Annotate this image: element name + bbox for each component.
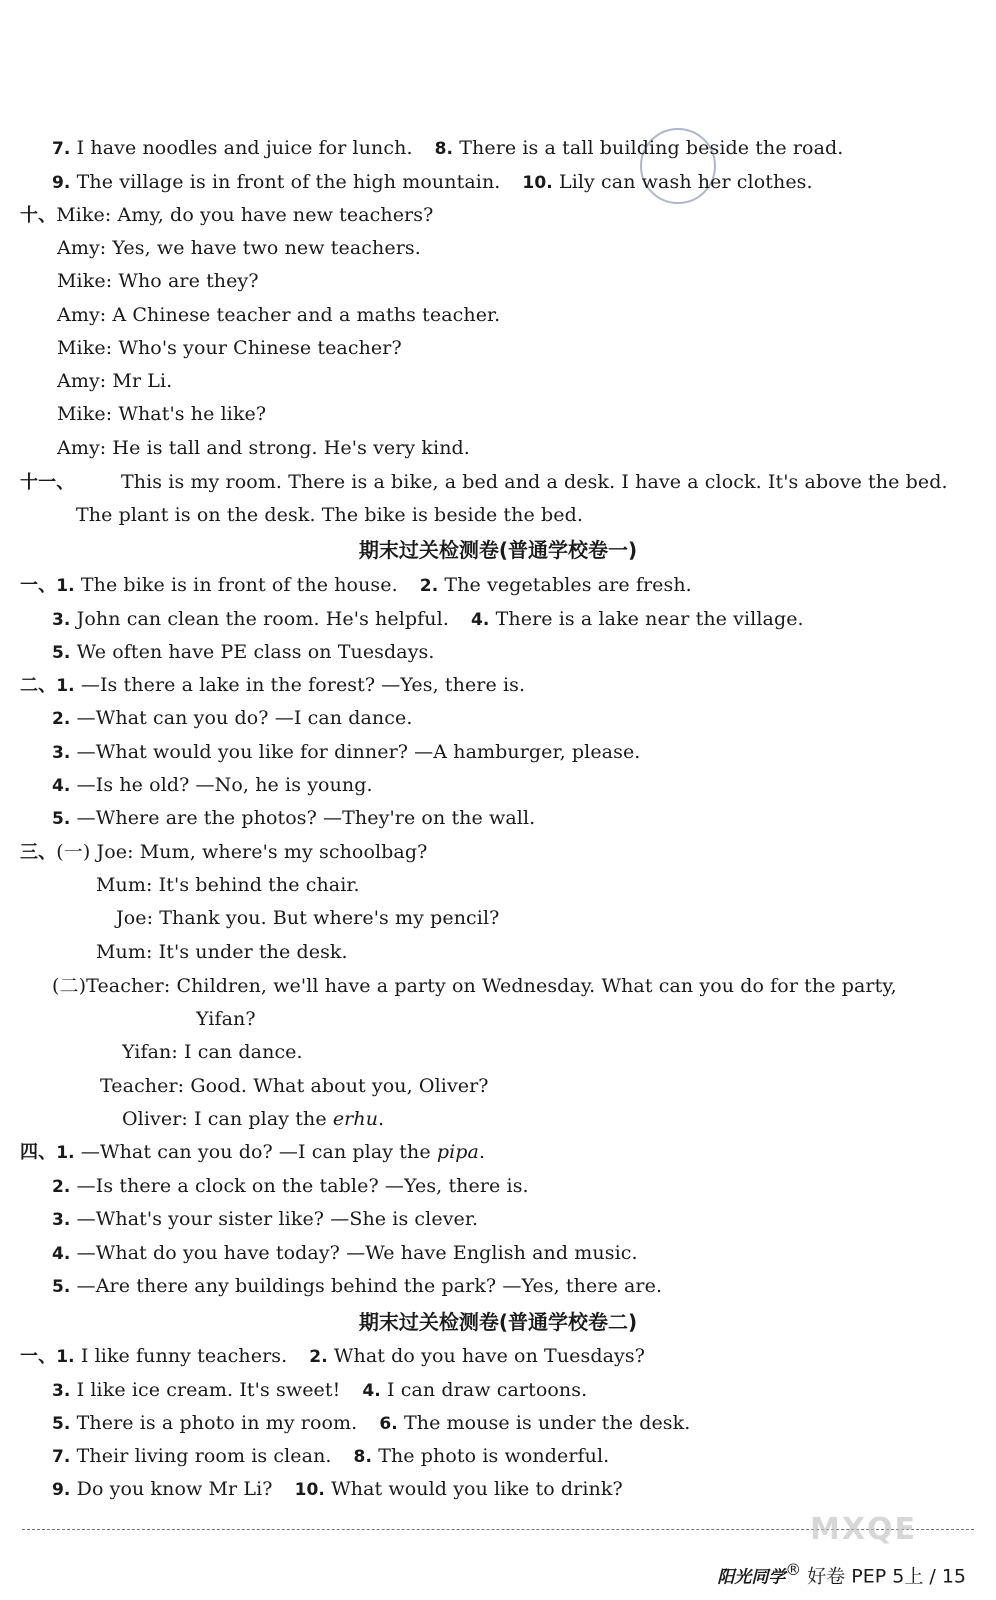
brand-logo: 阳光同学 [717, 1567, 786, 1588]
dialogue-line: Mike: What's he like? [57, 403, 267, 425]
dialogue-line: Amy: Mr Li. [57, 370, 173, 392]
dialogue-line: Mike: Who are they? [57, 270, 259, 292]
answer-line: 4. —What do you have today? —We have English and music. [52, 1242, 638, 1264]
answer-line: 一、1. I like funny teachers. 2. What do you have on Tuesdays? [20, 1345, 646, 1367]
exam-2-title: 期末过关检测卷(普通学校卷二) [358, 1310, 638, 1334]
book-name: 好卷 [807, 1565, 846, 1588]
answer-line: 四、1. —What can you do? —I can play the pipa. [20, 1141, 486, 1163]
answer-line: 5. There is a photo in my room. 6. The mouse is under the desk. [52, 1412, 691, 1434]
answer-line: 7. I have noodles and juice for lunch. 8. There is a tall building beside the road. [52, 137, 844, 159]
dialogue-line: Amy: A Chinese teacher and a maths teacher. [57, 304, 501, 326]
dialogue-line: Mike: Who's your Chinese teacher? [57, 337, 402, 359]
answer-line: 7. Their living room is clean. 8. The photo is wonderful. [52, 1445, 610, 1467]
passage-line: This is my room. There is a bike, a bed and a desk. I have a clock. It's above the bed. [121, 471, 948, 493]
answer-line: 2. —Is there a clock on the table? —Yes, there is. [52, 1175, 529, 1197]
page-number: / 15 [929, 1565, 966, 1588]
answer-line: 9. The village is in front of the high mountain. 10. Lily can wash her clothes. [52, 171, 813, 193]
page-footer: 阳光同学® 好卷 PEP 5上 / 15 [717, 1560, 966, 1588]
answer-line: 9. Do you know Mr Li? 10. What would you like to drink? [52, 1478, 623, 1500]
dialogue-line: Amy: He is tall and strong. He's very kind. [57, 437, 470, 459]
dialogue-line: Yifan? [196, 1008, 256, 1030]
answer-line: 3. —What would you like for dinner? —A hamburger, please. [52, 741, 641, 763]
answer-line: 4. —Is he old? —No, he is young. [52, 774, 373, 796]
answer-line: 3. —What's your sister like? —She is clever. [52, 1208, 479, 1230]
answer-line: 5. —Where are the photos? —They're on the wall. [52, 807, 536, 829]
dialogue-line: Yifan: I can dance. [122, 1041, 303, 1063]
answer-line: 3. I like ice cream. It's sweet! 4. I can draw cartoons. [52, 1379, 588, 1401]
dialogue-line: Joe: Thank you. But where's my pencil? [116, 907, 500, 929]
dialogue-line: Teacher: Good. What about you, Oliver? [100, 1075, 489, 1097]
exam-1-title: 期末过关检测卷(普通学校卷一) [358, 538, 638, 562]
watermark-logo: MXQE [810, 1512, 917, 1547]
answer-line: 二、1. —Is there a lake in the forest? —Yes, there is. [20, 674, 526, 696]
passage-line: The plant is on the desk. The bike is beside the bed. [76, 504, 583, 526]
answer-line: 一、1. The bike is in front of the house. 2. The vegetables are fresh. [20, 574, 692, 596]
answer-line: 5. —Are there any buildings behind the park? —Yes, there are. [52, 1275, 663, 1297]
dialogue-line: Amy: Yes, we have two new teachers. [57, 237, 421, 259]
dialogue-line: Mum: It's behind the chair. [96, 874, 360, 896]
dialogue-line: (二)Teacher: Children, we'll have a party on Wednesday. What can you do for the party, [52, 975, 897, 997]
answer-line: 2. —What can you do? —I can dance. [52, 707, 413, 729]
answer-line: 3. John can clean the room. He's helpful. 4. There is a lake near the village. [52, 608, 804, 630]
dialogue-line: Oliver: I can play the erhu. [122, 1108, 385, 1130]
edition-label: PEP 5上 [851, 1565, 924, 1588]
answer-line: 5. We often have PE class on Tuesdays. [52, 641, 435, 663]
section-10-line: 十、Mike: Amy, do you have new teachers? [20, 204, 434, 226]
dialogue-line: Mum: It's under the desk. [96, 941, 348, 963]
answer-line: 三、(一) Joe: Mum, where's my schoolbag? [20, 841, 428, 863]
section-11-label: 十一、 [20, 472, 75, 493]
